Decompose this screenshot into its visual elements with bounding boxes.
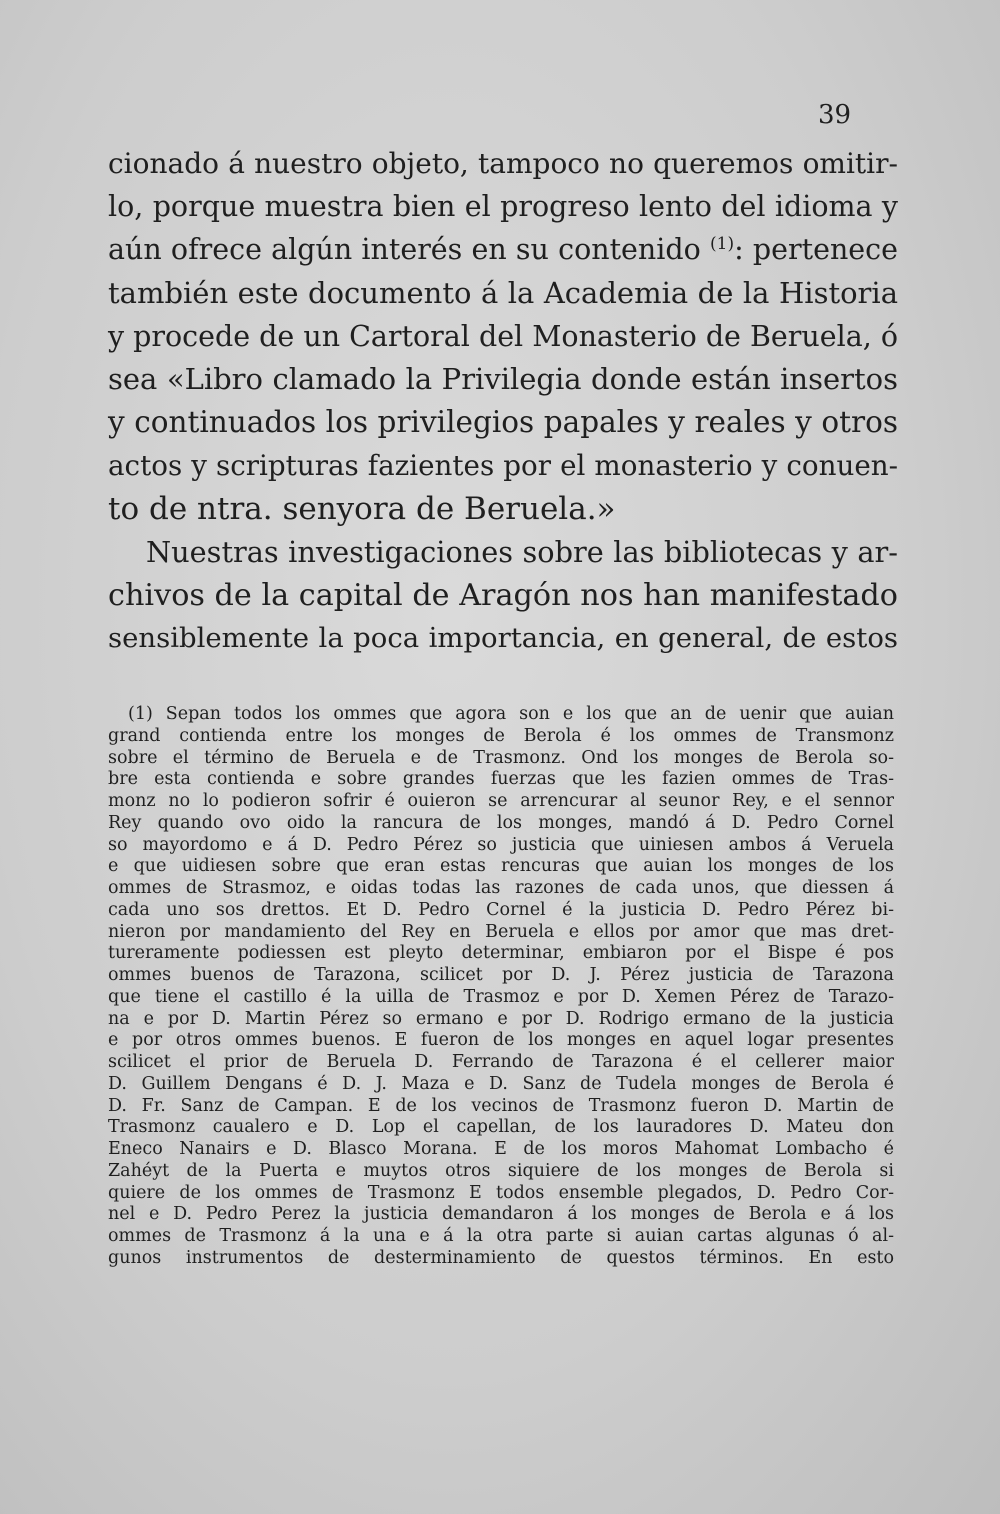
footnote-line: grand contienda entre los monges de Berola é los ommes de Transmonz bbox=[108, 725, 894, 746]
footnote-line: Rey quando ovo oido la rancura de los monges, mandó á D. Pedro Cornel bbox=[108, 812, 894, 833]
footnote-line: que tiene el castillo é la uilla de Trasmoz e por D. Xemen Pérez de Tarazo- bbox=[108, 986, 894, 1007]
body-line-paragraph-start: Nuestras investigaciones sobre las bibliotecas y ar- bbox=[146, 534, 898, 569]
footnote-line: scilicet el prior de Beruela D. Ferrando de Tarazona é el cellerer maior bbox=[108, 1052, 894, 1072]
footnote-line: sobre el término de Beruela e de Trasmonz. Ond los monges de Berola so- bbox=[108, 747, 894, 768]
footnote-line: cada uno sos drettos. Et D. Pedro Cornel é la justicia D. Pedro Pérez bi- bbox=[108, 899, 894, 920]
footnote-line: Eneco Nanairs e D. Blasco Morana. E de los moros Mahomat Lombacho é bbox=[108, 1139, 894, 1159]
footnote-line: e que uidiesen sobre que eran estas rencuras que auian los monges de los bbox=[108, 856, 894, 877]
footnote-line: nieron por mandamiento del Rey en Beruela e ellos por amor que mas dret- bbox=[108, 921, 894, 942]
footnote-line: e por otros ommes buenos. E fueron de los monges en aquel logar presentes bbox=[108, 1030, 894, 1051]
footnote-line: gunos instrumentos de desterminamiento de questos términos. En esto bbox=[108, 1247, 894, 1268]
footnote-line: na e por D. Martin Pérez so ermano e por D. Rodrigo ermano de la justicia bbox=[108, 1008, 894, 1029]
footnote-line: ommes de Trasmonz á la una e á la otra parte si auian cartas algunas ó al- bbox=[108, 1226, 894, 1246]
footnote-line: nel e D. Pedro Perez la justicia demandaron á los monges de Berola e á los bbox=[108, 1204, 894, 1225]
footnote-line: so mayordomo e á D. Pedro Pérez so justicia que uiniesen ambos á Veruela bbox=[108, 834, 894, 855]
body-line-text: aún ofrece algún interés en su contenido bbox=[108, 233, 710, 267]
footnote-line: Trasmonz caualero e D. Lop el capellan, de los lauradores D. Mateu don bbox=[108, 1117, 894, 1138]
body-line: sensiblemente la poca importancia, en general, de estos bbox=[108, 622, 898, 655]
footnote-line: bre esta contienda e sobre grandes fuerzas que les fazien ommes de Tras- bbox=[108, 769, 894, 790]
footnote-block bbox=[108, 704, 894, 1270]
body-line: actos y scripturas fazientes por el monasterio y conuen- bbox=[108, 449, 898, 483]
body-line-text-tail: : pertenece bbox=[734, 233, 899, 267]
body-line: lo, porque muestra bien el progreso lento del idioma y bbox=[108, 190, 898, 224]
footnote-line: D. Guillem Dengans é D. J. Maza e D. Sanz de Tudela monges de Berola é bbox=[108, 1073, 894, 1094]
footnote-line: quiere de los ommes de Trasmonz E todos ensemble plegados, D. Pedro Cor- bbox=[108, 1182, 894, 1203]
footnote-line: D. Fr. Sanz de Campan. E de los vecinos de Trasmonz fueron D. Martin de bbox=[108, 1095, 894, 1116]
body-line: y continuados los privilegios papales y reales y otros bbox=[108, 405, 898, 440]
body-line-with-footnote-ref bbox=[108, 228, 898, 271]
footnote-line: tureramente podiessen est pleyto determinar, embiaron por el Bispe é pos bbox=[108, 943, 894, 964]
body-line: sea «Libro clamado la Privilegia donde están insertos bbox=[108, 361, 898, 396]
footnote-reference[interactable]: (1) bbox=[710, 234, 735, 255]
footnote-line: ommes buenos de Tarazona, scilicet por D. J. Pérez justicia de Tarazona bbox=[108, 965, 894, 985]
body-line: también este documento á la Academia de la Historia bbox=[108, 275, 898, 310]
page-number: 39 bbox=[818, 100, 852, 130]
footnote-line: ommes de Strasmoz, e oidas todas las razones de cada unos, que diessen á bbox=[108, 878, 894, 898]
body-line: cionado á nuestro objeto, tampoco no queremos omitir- bbox=[108, 147, 898, 180]
footnote-line: Zahéyt de la Puerta e muytos otros siquiere de los monges de Berola si bbox=[108, 1160, 894, 1181]
body-line: y procede de un Cartoral del Monasterio de Beruela, ó bbox=[108, 319, 899, 353]
footnote-line: (1) Sepan todos los ommes que agora son e los que an de uenir que auian bbox=[128, 704, 894, 724]
body-line: to de ntra. senyora de Beruela.» bbox=[108, 490, 616, 527]
footnote-line: monz no lo podieron sofrir é ouieron se arrencurar al seunor Rey, e el sennor bbox=[108, 791, 894, 811]
main-text bbox=[108, 142, 898, 660]
body-line: chivos de la capital de Aragón nos han manifestado bbox=[108, 577, 898, 613]
